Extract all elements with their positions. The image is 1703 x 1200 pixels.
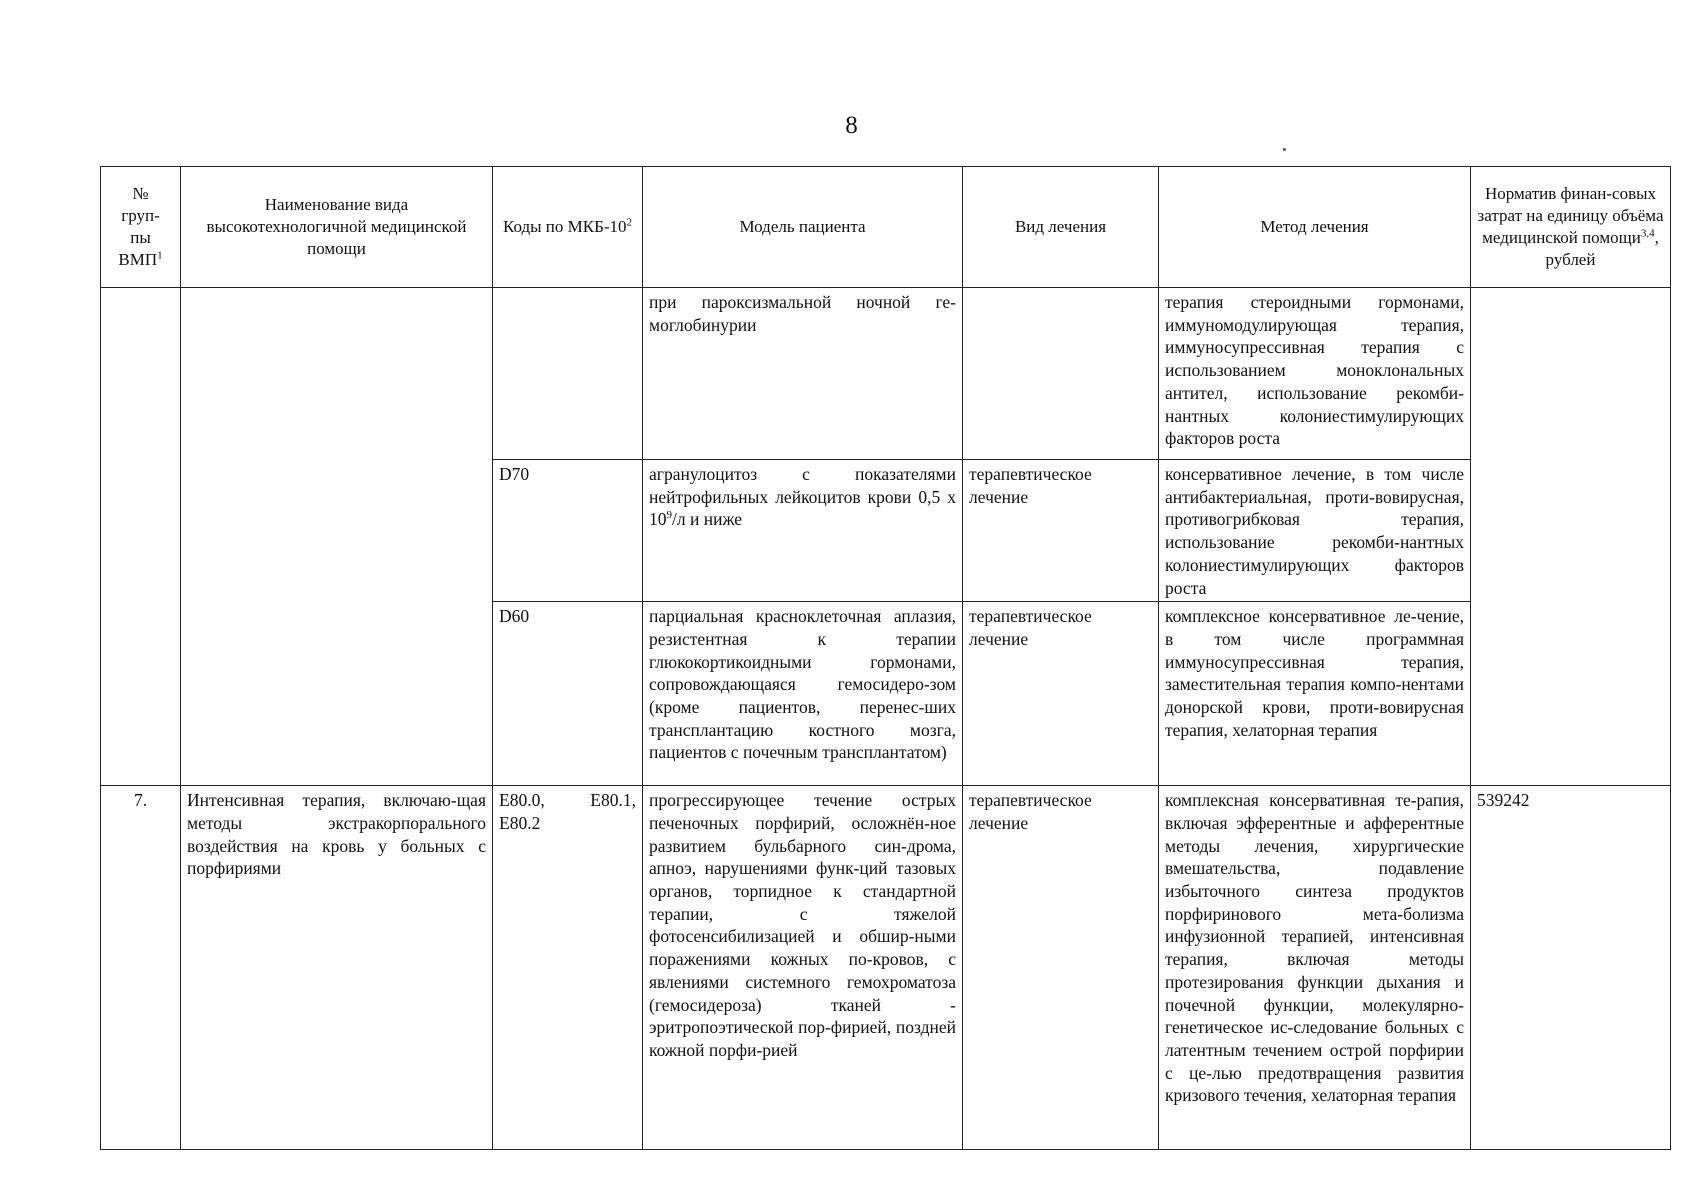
treatment-type-cell <box>963 288 1159 460</box>
header-treatment-type: Вид лечения <box>963 167 1159 288</box>
vmp-name-cell: Интенсивная терапия, включаю-щая методы экстракорпорального воздействия на кровь у больных с порфириями <box>181 786 493 1150</box>
patient-model-cell: парциальная красноклеточная аплазия, резистентная к терапии глюкокортикоидными гормонами, сопровождающаяся гемосидеро-зом (кроме пациентов, перенес-ших трансплантацию костного мозга, пациентов с почечным трансплантатом) <box>643 602 963 786</box>
table-row <box>101 288 1671 460</box>
icd-code-cell: D60 <box>493 602 643 786</box>
patient-model-cell: агранулоцитоз с показателями нейтрофильных лейкоцитов крови 0,5 х $10^9/л$ и ниже <box>643 460 963 602</box>
header-icd-codes: Коды по МКБ-$10^2$ <box>493 167 643 288</box>
treatment-type-cell: терапевтическое лечение <box>963 786 1159 1150</box>
patient-model-cell: прогрессирующее течение острых печеночных порфирий, осложнён-ное развитием бульбарного син-дрома, апноэ, нарушениями функ-ций тазовых органов, торпидное к стандартной терапии, с тяжелой фотосенсибилизацией и обшир-ными поражениями кожных по-кровов, с явлениями системного гемохроматоза (гемосидероза) тканей - эритропоэтической пор-фирией, поздней кожной порфи-рией <box>643 786 963 1150</box>
group-number-cell: 7. <box>101 786 181 1150</box>
cost-cell: 539242 <box>1471 786 1671 1150</box>
vmp-table-wrapper <box>100 166 1671 1150</box>
treatment-method-cell: консервативное лечение, в том числе антибактериальная, проти-вовирусная, противогрибковая терапия, использование рекомби-нантных колониестимулирующих факторов роста <box>1159 460 1471 602</box>
treatment-method-cell: комплексная консервативная те-рапия, включая эфферентные и афферентные методы лечения, хирургические вмешательства, подавление избыточного синтеза продуктов порфиринового мета-болизма инфузионной терапией, интенсивная терапия, включая методы протезирования функции дыхания и почечной функции, молекулярно-генетическое ис-следование больных с латентным течением острой порфирии с це-лью предотвращения развития кризового течения, хелаторная терапия <box>1159 786 1471 1150</box>
page-number: 8 <box>845 112 858 139</box>
treatment-type-cell: терапевтическое лечение <box>963 602 1159 786</box>
header-vmp-name: Наименование вида высокотехнологичной медицинской помощи <box>181 167 493 288</box>
treatment-method-cell: терапия стероидными гормонами, иммуномодулирующая терапия, иммуносупрессивная терапия с использованием моноклональных антител, использование рекомби-нантных колониестимулирующих факторов роста <box>1159 288 1471 460</box>
icd-code-cell <box>493 288 643 460</box>
header-cost-standard: Норматив финан-совых затрат на единицу объёма медицинской помощи$^{3,4}$, рублей <box>1471 167 1671 288</box>
header-patient-model: Модель пациента <box>643 167 963 288</box>
vmp-table <box>100 166 1671 1150</box>
treatment-type-cell: терапевтическое лечение <box>963 460 1159 602</box>
treatment-method-cell: комплексное консервативное ле-чение, в том числе программная иммуносупрессивная терапия, заместительная терапия компо-нентами донорской крови, проти-вовирусная терапия, хелаторная терапия <box>1159 602 1471 786</box>
scan-speck <box>1283 148 1286 151</box>
header-row <box>101 167 1671 288</box>
header-treatment-method: Метод лечения <box>1159 167 1471 288</box>
cost-cell <box>1471 288 1671 786</box>
icd-code-cell: E80.0, E80.1, E80.2 <box>493 786 643 1150</box>
header-group-number: № груп- пы ВМП$^1$ <box>101 167 181 288</box>
table-row <box>101 786 1671 1150</box>
icd-code-cell: D70 <box>493 460 643 602</box>
vmp-name-cell <box>181 288 493 786</box>
group-number-cell <box>101 288 181 786</box>
patient-model-cell: при пароксизмальной ночной ге-моглобинурии <box>643 288 963 460</box>
